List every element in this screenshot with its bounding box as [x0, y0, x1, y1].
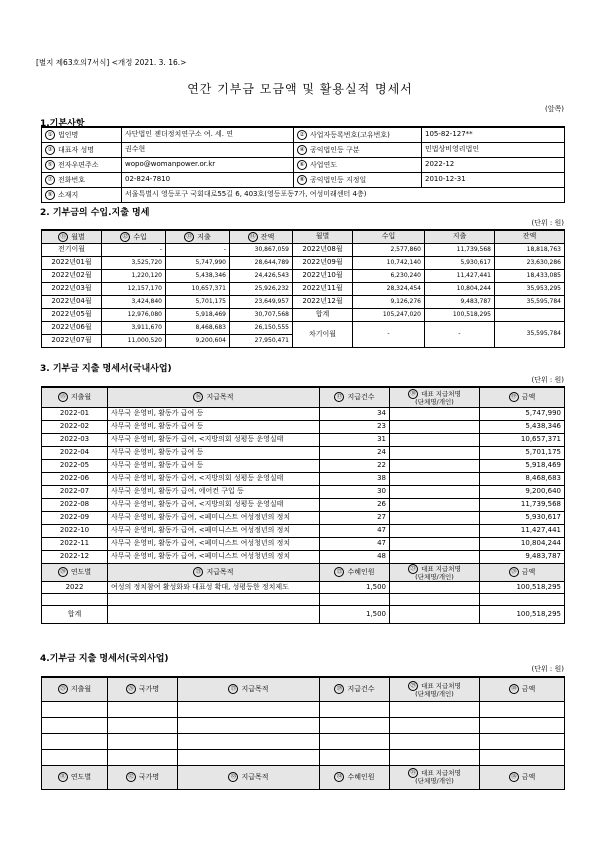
foreign-header-recipient2: ㉟ 대표 지급처명 (단체명/개인): [390, 765, 480, 789]
purpose-cell: 사무국 운영비, 활동가 급여, <지방의회 성평등 운영실태: [108, 498, 320, 511]
income-row: [42, 256, 565, 269]
amount-cell: 10,804,244: [480, 537, 565, 550]
month-cell: 2022-09: [42, 511, 108, 524]
domestic-header-month: ⑮ 지출월: [42, 387, 108, 407]
balance-cell: 23,649,957: [230, 295, 293, 308]
corp-name-label: ① 법인명: [42, 127, 122, 142]
count-cell: 23: [320, 420, 390, 433]
total-label: 합계: [293, 308, 353, 321]
domestic-year-row: [42, 581, 565, 593]
domestic-header-beneficiaries: ㉒ 수혜인원: [320, 563, 390, 581]
domestic-header-amount2: ㉔ 금액: [480, 563, 565, 581]
income-header-income: ⑫ 수입: [102, 230, 166, 243]
carry-label: 차기이월: [293, 321, 353, 347]
income-cell: 3,424,840: [102, 295, 166, 308]
domestic-row: [42, 420, 565, 433]
foreign-header-amount2: ㊱ 금액: [480, 765, 565, 789]
balance-cell: 18,818,763: [495, 243, 565, 256]
amount-cell: 5,438,346: [480, 420, 565, 433]
income-cell: 9,126,276: [353, 295, 425, 308]
section-domestic-heading: 3. 기부금 지출 명세서(국내사업): [40, 364, 172, 374]
month-cell: 2022-02: [42, 420, 108, 433]
recipient-cell: [390, 550, 480, 563]
foreign-unit: (단위 : 원): [531, 665, 564, 673]
income-cell: 3,525,720: [102, 256, 166, 269]
total-expense: 100,518,295: [425, 308, 495, 321]
page-title: 연간 기부금 모금액 및 활용실적 명세서: [187, 82, 413, 96]
income-header-month: 월별: [293, 230, 353, 243]
domestic-header-count: ⑰ 지급건수: [320, 387, 390, 407]
foreign-header-country: ㉖ 국가명: [108, 677, 178, 701]
amount-cell: 100,518,295: [480, 581, 565, 593]
domestic-row: [42, 524, 565, 537]
income-header-balance: ⑭ 잔액: [230, 230, 293, 243]
basic-info-table: [41, 126, 565, 203]
domestic-total-row: [42, 605, 565, 623]
expense-cell: -: [166, 243, 230, 256]
month-cell: 전기이월: [42, 243, 102, 256]
balance-cell: 26,150,555: [230, 321, 293, 334]
month-cell: 2022년06월: [42, 321, 102, 334]
basic-row: [42, 187, 565, 202]
purpose-cell: 사무국 운영비, 활동가 급여 등: [108, 407, 320, 420]
carry-expense: -: [425, 321, 495, 347]
month-cell: 2022년08월: [293, 243, 353, 256]
total-balance: [495, 308, 565, 321]
domestic-header-purpose: ⑯ 지급목적: [108, 387, 320, 407]
recipient-cell: [390, 446, 480, 459]
count-cell: 27: [320, 511, 390, 524]
purpose-cell: 사무국 운영비, 활동가 급여 등: [108, 420, 320, 433]
domestic-row: [42, 407, 565, 420]
domestic-table: [41, 386, 565, 624]
designated-date-value: 2010-12-31: [422, 172, 565, 187]
address-value: 서울특별시 영등포구 국회대로55길 6, 403호(영등포동7가, 여성미래센터 4층): [122, 187, 565, 202]
purpose-cell: 사무국 운영비, 활동가 급여, <지방의회 성평등 운영실태: [108, 472, 320, 485]
amount-cell: 10,657,371: [480, 433, 565, 446]
public-type-value: 민법상비영리법인: [422, 142, 565, 157]
carry-income: -: [353, 321, 425, 347]
month-cell: 2022년09월: [293, 256, 353, 269]
expense-cell: 10,804,244: [425, 282, 495, 295]
income-header-expense: ⑬ 지출: [166, 230, 230, 243]
basic-row: [42, 142, 565, 157]
income-header-row: [42, 230, 565, 243]
basic-row: [42, 157, 565, 172]
count-cell: 24: [320, 446, 390, 459]
expense-cell: 9,200,604: [166, 334, 230, 347]
expense-cell: 11,427,441: [425, 269, 495, 282]
month-cell: 2022년03월: [42, 282, 102, 295]
income-header-month: ⑪ 월별: [42, 230, 102, 243]
domestic-row: [42, 511, 565, 524]
foreign-empty-row: [42, 701, 565, 717]
balance-cell: 28,644,789: [230, 256, 293, 269]
domestic-header-amount: ⑲ 금액: [480, 387, 565, 407]
foreign-empty-row: [42, 733, 565, 749]
count-cell: 47: [320, 524, 390, 537]
month-cell: 2022-01: [42, 407, 108, 420]
expense-cell: 11,739,568: [425, 243, 495, 256]
expense-cell: 5,747,990: [166, 256, 230, 269]
recipient-cell: [390, 459, 480, 472]
income-row: [42, 269, 565, 282]
expense-cell: 5,930,617: [425, 256, 495, 269]
count-cell: 26: [320, 498, 390, 511]
expense-cell: 9,483,787: [425, 295, 495, 308]
month-cell: 2022년12월: [293, 295, 353, 308]
foreign-header-recipient: ㉙ 대표 지급처명 (단체명/개인): [390, 677, 480, 701]
month-cell: 2022-04: [42, 446, 108, 459]
foreign-header-country2: ㉜ 국가명: [108, 765, 178, 789]
domestic-unit: (단위 : 원): [531, 376, 564, 384]
email-value: wopo@womanpower.or.kr: [122, 157, 294, 172]
foreign-header-beneficiaries: ㉞ 수혜인원: [320, 765, 390, 789]
month-cell: 2022-12: [42, 550, 108, 563]
month-cell: 2022년07월: [42, 334, 102, 347]
balance-cell: 30,707,568: [230, 308, 293, 321]
amount-cell: 8,468,683: [480, 472, 565, 485]
month-cell: 2022-08: [42, 498, 108, 511]
domestic-row: [42, 446, 565, 459]
month-cell: 2022-05: [42, 459, 108, 472]
income-cell: 12,157,170: [102, 282, 166, 295]
biz-no-value: 105-82-127**: [422, 127, 565, 142]
balance-cell: 30,867,059: [230, 243, 293, 256]
amount-cell: 11,427,441: [480, 524, 565, 537]
month-cell: 2022년04월: [42, 295, 102, 308]
amount-cell: 9,483,787: [480, 550, 565, 563]
total-beneficiaries: 1,500: [320, 605, 390, 623]
count-cell: 48: [320, 550, 390, 563]
month-cell: 2022년11월: [293, 282, 353, 295]
count-cell: 22: [320, 459, 390, 472]
foreign-year-header-row: [42, 765, 565, 789]
income-cell: 3,911,670: [102, 321, 166, 334]
purpose-cell: 사무국 운영비, 활동가 급여, <페미니스트 여성청년의 정치: [108, 537, 320, 550]
month-cell: 2022년10월: [293, 269, 353, 282]
basic-row: [42, 127, 565, 142]
income-row: [42, 243, 565, 256]
month-cell: 2022년01월: [42, 256, 102, 269]
domestic-blank-row: [42, 593, 565, 605]
recipient-cell: [390, 524, 480, 537]
foreign-header-month: ㉕ 지출월: [42, 677, 108, 701]
biz-no-label: ② 사업자등록번호(고유번호): [294, 127, 422, 142]
count-cell: 30: [320, 485, 390, 498]
basic-row: [42, 172, 565, 187]
expense-cell: 8,468,683: [166, 321, 230, 334]
month-cell: 2022-11: [42, 537, 108, 550]
income-row: [42, 308, 565, 321]
foreign-header-row: [42, 677, 565, 701]
foreign-header-amount: ㉚ 금액: [480, 677, 565, 701]
total-income: 105,247,020: [353, 308, 425, 321]
amount-cell: 11,739,568: [480, 498, 565, 511]
recipient-cell: [390, 407, 480, 420]
section-income-heading: 2. 기부금의 수입.지출 명세: [40, 208, 150, 218]
income-row: [42, 295, 565, 308]
purpose-cell: 사무국 운영비, 활동가 급여, <지방의회 성평등 운영실태: [108, 433, 320, 446]
domestic-row: [42, 550, 565, 563]
email-label: ⑤ 전자우편주소: [42, 157, 122, 172]
income-cell: 6,230,240: [353, 269, 425, 282]
domestic-row: [42, 498, 565, 511]
purpose-cell: 사무국 운영비, 활동가 급여, <페미니스트 여성정년의 정치: [108, 511, 320, 524]
balance-cell: 23,630,286: [495, 256, 565, 269]
count-cell: 34: [320, 407, 390, 420]
address-label: ⑨ 소재지: [42, 187, 122, 202]
form-reference: [별지 제63호의7서식] <개정 2021. 3. 16.>: [36, 58, 187, 67]
month-cell: 2022년05월: [42, 308, 102, 321]
month-cell: 2022-03: [42, 433, 108, 446]
income-row: [42, 321, 565, 334]
income-cell: -: [102, 243, 166, 256]
income-cell: 28,324,454: [353, 282, 425, 295]
amount-cell: 5,918,469: [480, 459, 565, 472]
foreign-header-count: ㉘ 지급건수: [320, 677, 390, 701]
foreign-empty-row: [42, 749, 565, 765]
beneficiaries-cell: 1,500: [320, 581, 390, 593]
year-cell: 2022: [42, 581, 108, 593]
recipient-cell: [390, 485, 480, 498]
purpose-cell: 사무국 운영비, 활동가 급여, 에어컨 구입 등: [108, 485, 320, 498]
count-cell: 47: [320, 537, 390, 550]
recipient-cell: [390, 420, 480, 433]
month-cell: 2022년02월: [42, 269, 102, 282]
foreign-header-purpose: ㉗ 지급목적: [178, 677, 320, 701]
fiscal-year-label: ⑥ 사업연도: [294, 157, 422, 172]
total-recipient: [390, 605, 480, 623]
balance-cell: 27,950,471: [230, 334, 293, 347]
income-cell: 11,000,520: [102, 334, 166, 347]
domestic-header-row: [42, 387, 565, 407]
amount-cell: 5,747,990: [480, 407, 565, 420]
domestic-row: [42, 472, 565, 485]
amount-cell: 5,930,617: [480, 511, 565, 524]
purpose-cell: 사무국 운영비, 활동가 급여, <페미니스트 여성정년의 정치: [108, 524, 320, 537]
balance-cell: 25,926,232: [230, 282, 293, 295]
domestic-row: [42, 433, 565, 446]
expense-cell: 5,918,469: [166, 308, 230, 321]
total-amount: 100,518,295: [480, 605, 565, 623]
recipient-cell: [390, 511, 480, 524]
rep-label: ③ 대표자 성명: [42, 142, 122, 157]
domestic-year-header-row: [42, 563, 565, 581]
purpose-cell: 사무국 운영비, 활동가 급여 등: [108, 446, 320, 459]
domestic-row: [42, 537, 565, 550]
income-header-income: 수입: [353, 230, 425, 243]
domestic-header-purpose2: ㉑ 지급목적: [108, 563, 320, 581]
corp-name-value: 사단법인 젠더정치연구소 여. 세. 연: [122, 127, 294, 142]
recipient-cell: [390, 498, 480, 511]
phone-label: ⑦ 전화번호: [42, 172, 122, 187]
balance-cell: 24,426,543: [230, 269, 293, 282]
domestic-row: [42, 485, 565, 498]
income-table: [41, 229, 565, 348]
section-basic-heading: 1.기본사항: [40, 119, 85, 129]
domestic-row: [42, 459, 565, 472]
domestic-header-recipient: ⑱ 대표 지급처명 (단체명/개인): [390, 387, 480, 407]
recipient-cell: [390, 433, 480, 446]
balance-cell: 18,433,085: [495, 269, 565, 282]
count-cell: 31: [320, 433, 390, 446]
income-header-balance: 잔액: [495, 230, 565, 243]
expense-cell: 10,657,371: [166, 282, 230, 295]
income-unit: (단위 : 원): [531, 219, 564, 227]
expense-cell: 5,701,175: [166, 295, 230, 308]
foreign-header-year: ㉛ 연도별: [42, 765, 108, 789]
domestic-header-year: ⑳ 연도별: [42, 563, 108, 581]
fiscal-year-value: 2022-12: [422, 157, 565, 172]
front-side-label: (앞쪽): [545, 105, 564, 113]
income-cell: 12,976,080: [102, 308, 166, 321]
purpose-cell: 여성의 정치참여 활성화와 대표성 확대, 성평등한 정치제도: [108, 581, 320, 593]
recipient-cell: [390, 581, 480, 593]
amount-cell: 5,701,175: [480, 446, 565, 459]
balance-cell: 35,595,784: [495, 295, 565, 308]
income-row: [42, 282, 565, 295]
income-header-expense: 지출: [425, 230, 495, 243]
phone-value: 02-824-7810: [122, 172, 294, 187]
rep-value: 권수현: [122, 142, 294, 157]
month-cell: 2022-10: [42, 524, 108, 537]
public-type-label: ④ 공익법인등 구분: [294, 142, 422, 157]
recipient-cell: [390, 472, 480, 485]
carry-balance: 35,595,784: [495, 321, 565, 347]
recipient-cell: [390, 537, 480, 550]
month-cell: 2022-06: [42, 472, 108, 485]
total-purpose: [108, 605, 320, 623]
foreign-table: [41, 676, 565, 790]
purpose-cell: 사무국 운영비, 활동가 급여 등: [108, 459, 320, 472]
income-cell: 2,577,860: [353, 243, 425, 256]
foreign-empty-row: [42, 717, 565, 733]
purpose-cell: 사무국 운영비, 활동가 급여, <페미니스트 여성청년의 정치: [108, 550, 320, 563]
designated-date-label: ⑧ 공익법인등 지정일: [294, 172, 422, 187]
income-cell: 1,220,120: [102, 269, 166, 282]
foreign-header-purpose2: ㉝ 지급목적: [178, 765, 320, 789]
expense-cell: 5,438,346: [166, 269, 230, 282]
section-foreign-heading: 4.기부금 지출 명세서(국외사업): [40, 654, 169, 664]
count-cell: 38: [320, 472, 390, 485]
month-cell: 2022-07: [42, 485, 108, 498]
income-cell: 10,742,140: [353, 256, 425, 269]
total-label: 합계: [42, 605, 108, 623]
domestic-header-recipient2: ㉓ 대표 지급처명 (단체명/개인): [390, 563, 480, 581]
amount-cell: 9,200,640: [480, 485, 565, 498]
balance-cell: 35,953,295: [495, 282, 565, 295]
